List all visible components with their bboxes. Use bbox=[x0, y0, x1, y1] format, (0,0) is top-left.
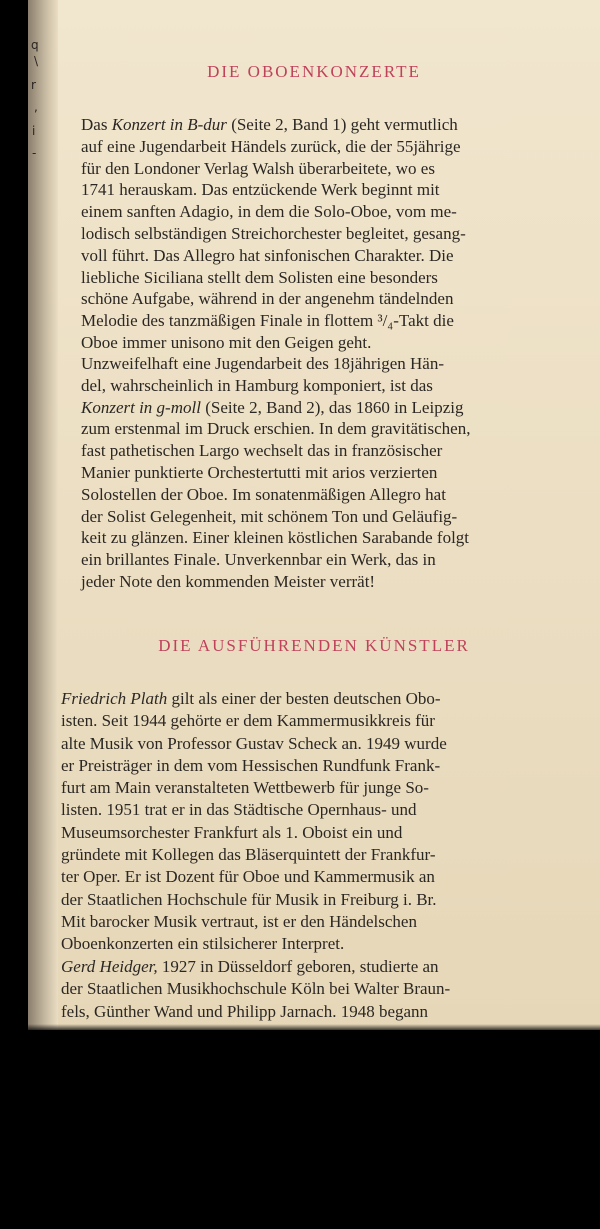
edge-mark: q bbox=[31, 38, 39, 52]
text-line bbox=[81, 375, 567, 397]
edge-mark: - bbox=[32, 146, 37, 160]
text-run: del, wahrscheinlich in Hamburg komponiert, ist das bbox=[81, 375, 433, 395]
text-run: schöne Aufgabe, während in der angenehm tändelnden bbox=[81, 289, 454, 309]
text-run: Mit barocker Musik vertraut, ist er den Händelschen bbox=[61, 911, 417, 931]
text-run: Oboe immer unisono mit den Geigen geht. bbox=[81, 332, 372, 352]
text-line bbox=[81, 136, 567, 158]
text-run: für den Londoner Verlag Walsh überarbeitete, wo es bbox=[81, 158, 435, 178]
text-run: Solostellen der Oboe. Im sonatenmäßigen Allegro hat bbox=[81, 484, 446, 504]
text-run: listen. 1951 trat er in das Städtische Opernhaus- und bbox=[61, 800, 417, 820]
booklet-page bbox=[28, 0, 600, 1030]
text-run: Melodie des tanzmäßigen Finale in flottem ³/₄-Takt die bbox=[81, 311, 454, 331]
text-line bbox=[81, 332, 567, 354]
text-line bbox=[81, 397, 567, 419]
text-run: Unzweifelhaft eine Jugendarbeit des 18jährigen Hän- bbox=[81, 354, 444, 373]
text-run: einem sanften Adagio, in dem die Solo-Oboe, vom me- bbox=[81, 202, 457, 222]
text-line bbox=[81, 288, 567, 310]
text-line bbox=[61, 844, 573, 866]
text-run: er Preisträger in dem vom Hessischen Rundfunk Frank- bbox=[61, 755, 441, 775]
text-line bbox=[81, 179, 567, 201]
text-run: der Staatlichen Hochschule für Musik in Freiburg i. Br. bbox=[61, 889, 437, 909]
text-run: Das bbox=[81, 115, 112, 134]
edge-mark: i bbox=[32, 124, 36, 138]
text-line bbox=[61, 933, 573, 955]
text-line bbox=[61, 866, 573, 888]
edge-mark: \ bbox=[34, 54, 39, 68]
text-run: gründete mit Kollegen das Bläserquintett der Frankfur- bbox=[61, 845, 436, 865]
text-run: 1927 in Düsseldorf geboren, studierte an bbox=[157, 957, 439, 976]
text-run: 1741 herauskam. Das entzückende Werk beginnt mit bbox=[81, 180, 440, 200]
text-line bbox=[81, 549, 567, 571]
text-run: Manier punktierte Orchestertutti mit arios verzierten bbox=[81, 462, 438, 482]
text-line bbox=[61, 956, 573, 978]
italic-title: Gerd Heidger, bbox=[61, 957, 158, 976]
text-run: isten. Seit 1944 gehörte er dem Kammermusikkreis für bbox=[61, 711, 435, 731]
text-line bbox=[81, 267, 567, 289]
text-run: zum erstenmal im Druck erschien. In dem gravitätischen, bbox=[81, 419, 471, 439]
section-title-kuenstler: DIE AUSFÜHRENDEN KÜNSTLER bbox=[158, 636, 470, 655]
text-run: der Solist Gelegenheit, mit schönem Ton und Geläufig- bbox=[81, 506, 458, 526]
text-line bbox=[61, 1001, 573, 1023]
text-line bbox=[81, 506, 567, 528]
text-run: auf eine Jugendarbeit Händels zurück, die der 55jährige bbox=[81, 136, 461, 156]
text-run: ter Oper. Er ist Dozent für Oboe und Kammermusik an bbox=[61, 867, 435, 887]
text-line bbox=[61, 688, 573, 710]
section-title-oboenkonzerte: DIE OBOENKONZERTE bbox=[207, 62, 421, 81]
adjacent-page-edge bbox=[28, 0, 58, 200]
italic-title: Friedrich Plath bbox=[61, 689, 168, 708]
text-line bbox=[61, 978, 573, 1000]
text-run: fels, Günther Wand und Philipp Jarnach. 1948 begann bbox=[61, 1001, 429, 1021]
text-line bbox=[81, 353, 567, 375]
text-run: alte Musik von Professor Gustav Scheck an. 1949 wurde bbox=[61, 733, 447, 753]
paragraph-friedrich-plath bbox=[61, 688, 573, 956]
text-line bbox=[81, 223, 567, 245]
paragraph-gerd-heidger bbox=[61, 956, 573, 1023]
text-line bbox=[81, 484, 567, 506]
text-run: furt am Main veranstalteten Wettbewerb für junge So- bbox=[61, 778, 429, 798]
text-line bbox=[81, 462, 567, 484]
text-line bbox=[81, 527, 567, 549]
text-line bbox=[61, 911, 573, 933]
italic-title: Konzert in g-moll bbox=[81, 397, 201, 417]
text-line bbox=[61, 822, 573, 844]
text-line bbox=[61, 777, 573, 799]
paragraph-konzert-b-dur bbox=[81, 114, 567, 354]
text-run: liebliche Siciliana stellt dem Solisten eine besonders bbox=[81, 267, 438, 287]
text-run: fast pathetischen Largo wechselt das in französischer bbox=[81, 441, 443, 461]
text-run: ein brillantes Finale. Unverkennbar ein Werk, das in bbox=[81, 550, 436, 570]
text-line bbox=[61, 889, 573, 911]
page-bottom-edge bbox=[28, 1024, 600, 1032]
edge-mark: , bbox=[34, 100, 38, 114]
text-run: lodisch selbständigen Streichorchester begleitet, gesang- bbox=[81, 223, 466, 243]
paragraph-konzert-g-moll bbox=[81, 353, 567, 593]
text-run: gilt als einer der besten deutschen Obo- bbox=[167, 689, 441, 708]
text-line bbox=[61, 799, 573, 821]
text-run: jeder Note den kommenden Meister verrät! bbox=[81, 571, 376, 591]
text-line bbox=[61, 733, 573, 755]
text-line bbox=[81, 418, 567, 440]
text-run: (Seite 2, Band 1) geht vermutlich bbox=[226, 115, 458, 134]
text-line bbox=[81, 245, 567, 267]
text-run: (Seite 2, Band 2), das 1860 in Leipzig bbox=[200, 397, 464, 417]
italic-title: Konzert in B-dur bbox=[111, 115, 227, 134]
text-line bbox=[81, 114, 567, 136]
text-line bbox=[81, 310, 567, 332]
text-run: Museumsorchester Frankfurt als 1. Oboist ein und bbox=[61, 822, 403, 842]
text-run: der Staatlichen Musikhochschule Köln bei Walter Braun- bbox=[61, 979, 451, 999]
text-run: voll führt. Das Allegro hat sinfonischen Charakter. Die bbox=[81, 245, 454, 265]
text-line bbox=[81, 201, 567, 223]
edge-mark: r bbox=[31, 78, 36, 92]
text-line bbox=[81, 571, 567, 593]
text-line bbox=[61, 755, 573, 777]
text-line bbox=[61, 710, 573, 732]
text-line bbox=[81, 158, 567, 180]
text-run: Oboenkonzerten ein stilsicherer Interpret. bbox=[61, 934, 345, 954]
text-run: keit zu glänzen. Einer kleinen köstlichen Sarabande folgt bbox=[81, 528, 470, 548]
text-line bbox=[81, 440, 567, 462]
